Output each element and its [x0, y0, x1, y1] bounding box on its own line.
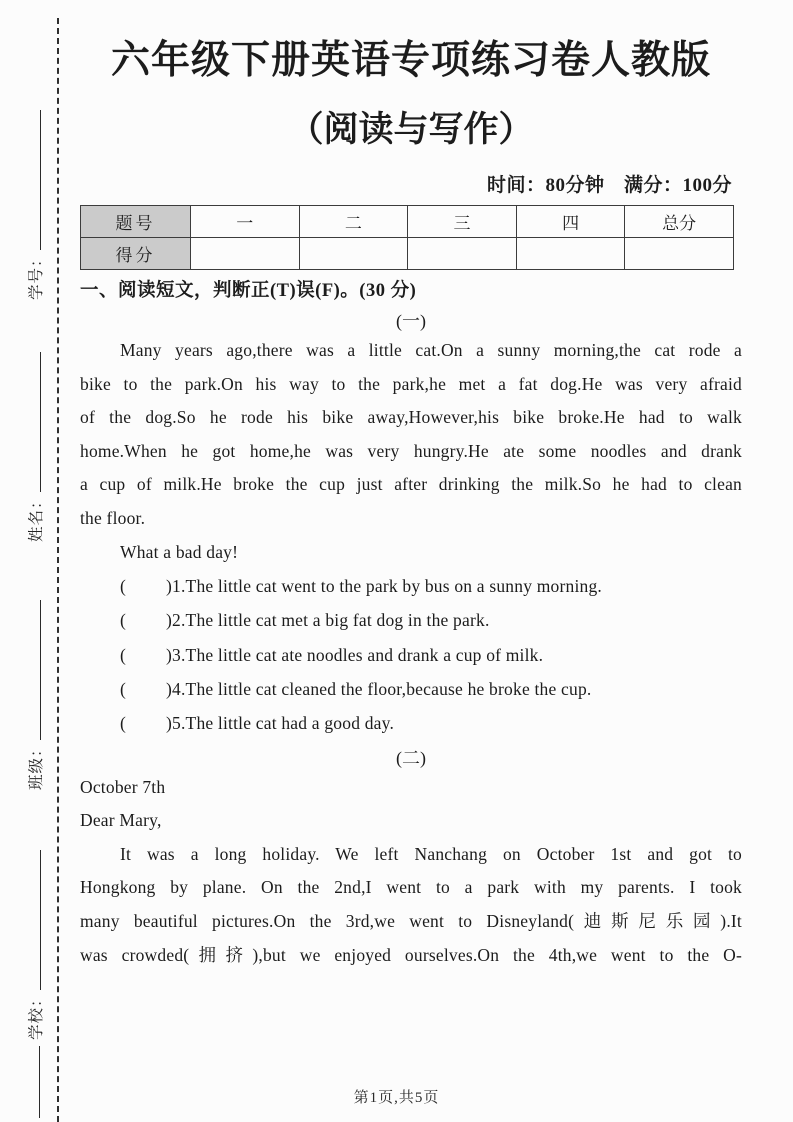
col-header-3: 三 — [408, 206, 517, 238]
page-subtitle: （阅读与写作） — [288, 110, 534, 149]
score-cell — [299, 238, 408, 270]
seal-field-class — [24, 600, 46, 790]
passage-line: home.When he got home,he was very hungry.He ate some noodles and drank — [80, 440, 742, 461]
letter-line: many beautiful pictures.On the 3rd,we went to Disneyland(迪斯尼乐园).It — [80, 911, 742, 932]
class-label: 班级： — [28, 740, 45, 790]
passage-line: Many years ago,there was a little cat.On a sunny morning,the cat rode a — [120, 340, 742, 360]
col-header-4: 四 — [516, 206, 625, 238]
score-table-score-row — [81, 238, 734, 270]
name-label: 姓名： — [28, 492, 45, 542]
question-item: ( )2.The little cat met a big fat dog in the park. — [120, 610, 490, 631]
question-item: ( )5.The little cat had a good day. — [120, 713, 395, 734]
letter-line: was crowded(拥挤),but we enjoyed ourselves.On the 4th,we went to the O- — [80, 944, 742, 965]
name-blank-line — [26, 352, 42, 492]
seal-dashed-line — [57, 18, 59, 1122]
passage-one — [80, 334, 742, 536]
seal-field-name — [24, 352, 46, 542]
score-cell — [516, 238, 625, 270]
letter-line: It was a long holiday. We left Nanchang on October 1st and got to — [120, 843, 742, 864]
passage-line: bike to the park.On his way to the park,he met a fat dog.He was very afraid — [80, 373, 742, 394]
student-id-blank-line — [26, 110, 42, 250]
passage-line: the floor. — [80, 507, 146, 528]
letter-salutation: Dear Mary, — [80, 810, 162, 831]
page-title: 六年级下册英语专项练习卷人教版 — [110, 39, 711, 82]
passage-line: a cup of milk.He broke the cup just after drinking the milk.So he had to clean — [80, 474, 742, 495]
letter-line: Hongkong by plane. On the 2nd,I went to a park with my parents. I took — [80, 877, 742, 898]
score-cell — [191, 238, 300, 270]
passage-line: of the dog.So he rode his bike away,However,his bike broke.He had to walk — [80, 407, 742, 428]
question-list — [80, 569, 742, 740]
page-footer: 第1页,共5页 — [353, 1090, 440, 1106]
score-table-header-row — [81, 206, 734, 238]
school-label: 学校： — [28, 990, 45, 1040]
col-header-total: 总分 — [625, 206, 734, 238]
student-id-label: 学号： — [28, 250, 45, 300]
question-item: ( )1.The little cat went to the park by bus on a sunny morning. — [120, 576, 603, 597]
part1-label: (一) — [396, 311, 426, 331]
score-cell — [625, 238, 734, 270]
school-blank-line — [26, 850, 42, 990]
score-row-label: 得分 — [81, 238, 191, 270]
col-header-2: 二 — [299, 206, 408, 238]
passage-two — [80, 838, 742, 972]
passage-exclaim: What a bad day! — [120, 541, 239, 562]
section-one-heading: 一、阅读短文，判断正(T)误(F)。(30 分) — [80, 281, 417, 301]
class-blank-line — [26, 600, 42, 740]
question-item: ( )3.The little cat ate noodles and drank a cup of milk. — [120, 644, 544, 665]
col-header-1: 一 — [191, 206, 300, 238]
content-column — [80, 0, 742, 972]
score-table — [80, 205, 734, 270]
seal-field-student-id — [24, 110, 46, 300]
letter-date: October 7th — [80, 776, 166, 797]
question-number-header: 题号 — [81, 206, 191, 238]
score-cell — [408, 238, 517, 270]
seal-lead-blank — [24, 1046, 45, 1118]
part2-label: (二) — [396, 747, 426, 768]
question-item: ( )4.The little cat cleaned the floor,because he broke the cup. — [120, 679, 592, 700]
seal-blank-line — [24, 1046, 40, 1118]
seal-field-school — [24, 850, 46, 1040]
exam-meta: 时间：80分钟 满分：100分 — [486, 175, 732, 196]
